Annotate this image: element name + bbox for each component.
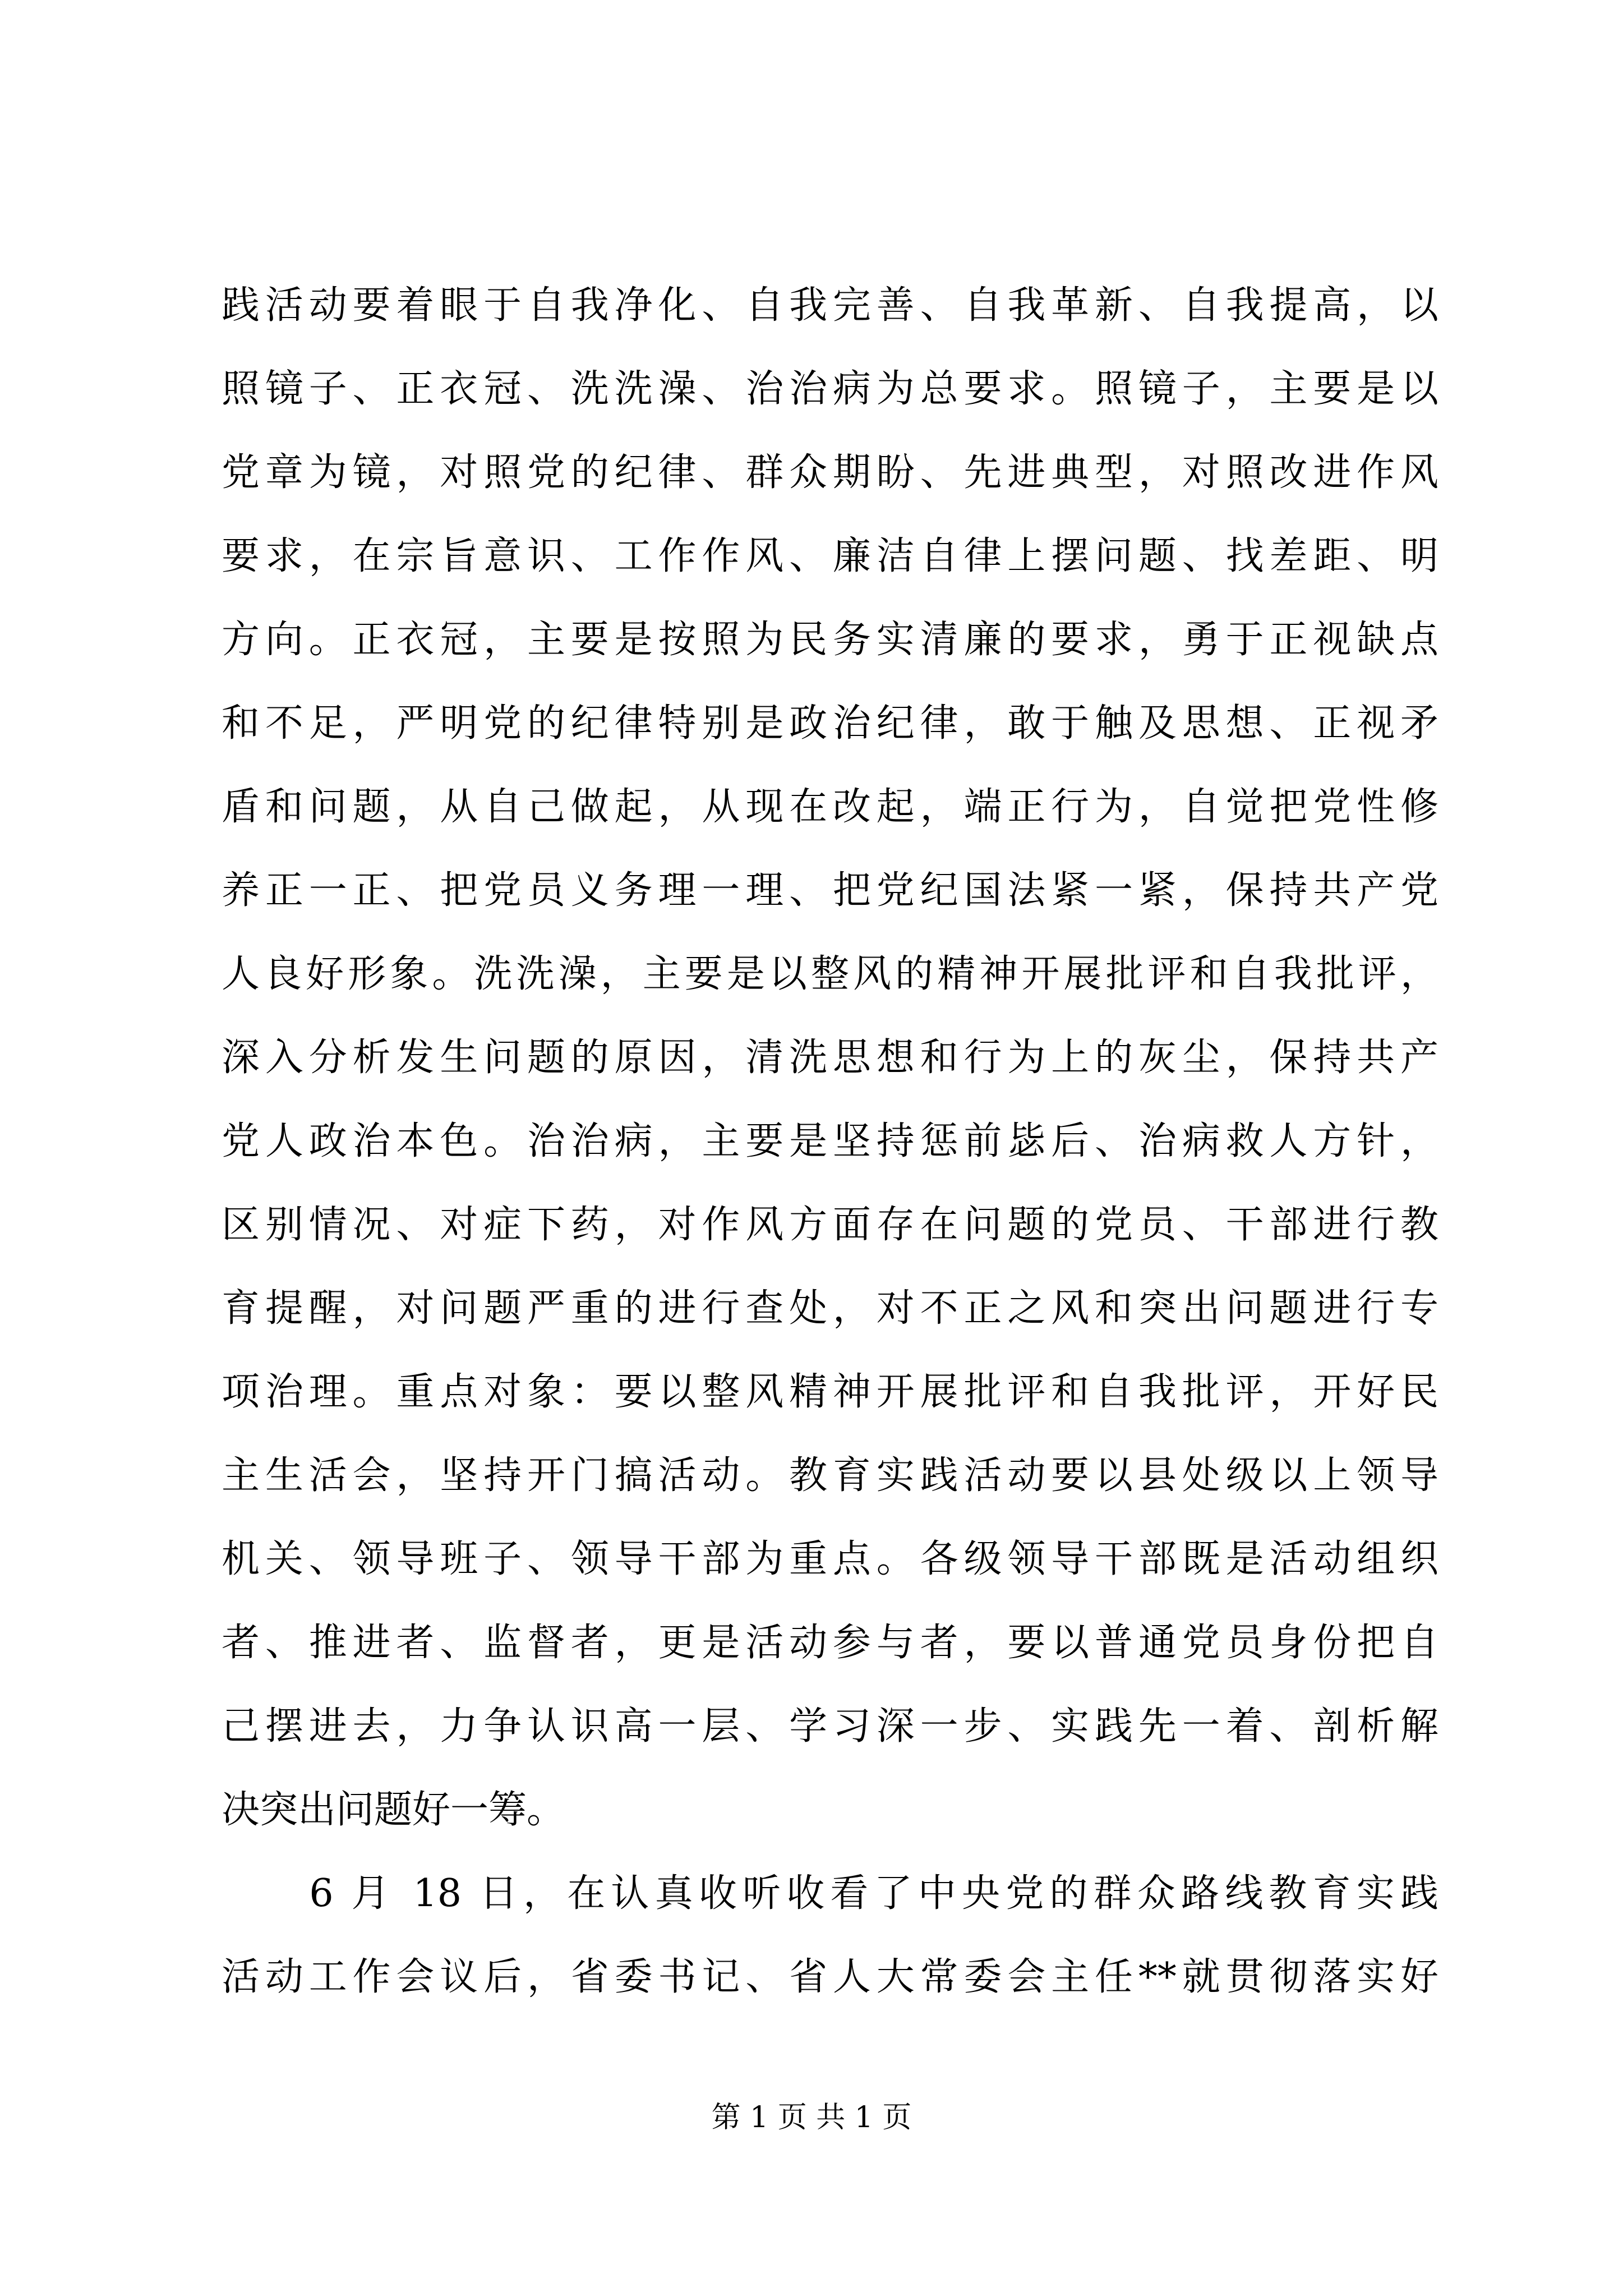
text-line: 践活动要着眼于自我净化、自我完善、自我革新、自我提高，以 — [222, 283, 1438, 328]
text-line: 深入分析发生问题的原因，清洗思想和行为上的灰尘，保持共产 — [222, 1036, 1438, 1080]
text-line: 照镜子、正衣冠、洗洗澡、治治病为总要求。照镜子，主要是以 — [222, 367, 1438, 411]
text-line: 育提醒，对问题严重的进行查处，对不正之风和突出问题进行专 — [222, 1286, 1438, 1331]
text-line: 方向。正衣冠，主要是按照为民务实清廉的要求，勇于正视缺点 — [222, 618, 1438, 662]
page-number-label: 第 1 页 共 1 页 — [711, 2101, 912, 2134]
text-line: 党人政治本色。治治病，主要是坚持惩前毖后、治病救人方针， — [222, 1119, 1438, 1163]
text-line: 决突出问题好一筹。 — [222, 1788, 565, 1832]
text-line: 要求，在宗旨意识、工作作风、廉洁自律上摆问题、找差距、明 — [222, 534, 1438, 578]
document-body — [222, 264, 1438, 2019]
paragraph-2-line: 活动工作会议后，省委书记、省人大常委会主任**就贯彻落实好 — [222, 1955, 1438, 1999]
text-line: 己摆进去，力争认识高一层、学习深一步、实践先一着、剖析解 — [222, 1704, 1438, 1749]
page-footer — [0, 2098, 1623, 2137]
text-line: 养正一正、把党员义务理一理、把党纪国法紧一紧，保持共产党 — [222, 868, 1438, 913]
text-line: 主生活会，坚持开门搞活动。教育实践活动要以县处级以上领导 — [222, 1453, 1438, 1498]
text-line: 项治理。重点对象：要以整风精神开展批评和自我批评，开好民 — [222, 1370, 1438, 1414]
text-line: 机关、领导班子、领导干部为重点。各级领导干部既是活动组织 — [222, 1537, 1438, 1581]
text-line: 盾和问题，从自己做起，从现在改起，端正行为，自觉把党性修 — [222, 785, 1438, 829]
text-line: 者、推进者、监督者，更是活动参与者，要以普通党员身份把自 — [222, 1621, 1438, 1665]
text-line: 和不足，严明党的纪律特别是政治纪律，敢于触及思想、正视矛 — [222, 701, 1438, 746]
text-line: 区别情况、对症下药，对作风方面存在问题的党员、干部进行教 — [222, 1203, 1438, 1247]
paragraph-2-line: 6 月 18 日，在认真收听收看了中央党的群众路线教育实践 — [222, 1871, 1438, 1916]
text-line: 人良好形象。洗洗澡，主要是以整风的精神开展批评和自我批评， — [222, 952, 1438, 996]
text-line: 党章为镜，对照党的纪律、群众期盼、先进典型，对照改进作风 — [222, 450, 1438, 495]
